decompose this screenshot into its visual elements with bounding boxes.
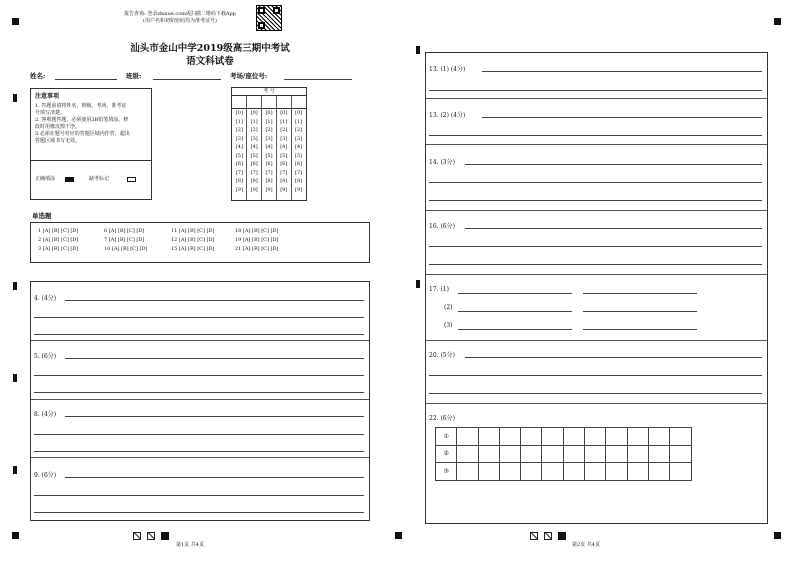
answer-line[interactable] — [583, 311, 697, 312]
answer-line[interactable] — [65, 300, 364, 301]
answer-line[interactable] — [34, 512, 364, 513]
exam-digit-bubble[interactable]: [9] — [250, 186, 258, 193]
answer-line[interactable] — [465, 164, 762, 165]
exam-digit-bubble[interactable]: [6] — [295, 161, 303, 168]
corner-mark — [12, 18, 19, 25]
exam-digit-bubble[interactable]: [8] — [295, 178, 303, 185]
footer-mark — [530, 532, 538, 540]
grid-cell[interactable] — [627, 463, 648, 481]
question-label: 14. (3分) — [429, 159, 455, 166]
grid-row-label: ③ — [436, 463, 457, 481]
exam-digit-row — [232, 143, 306, 152]
answer-line[interactable] — [429, 375, 762, 376]
mcq-item[interactable]: 21 [A] [B] [C] [D] — [235, 246, 279, 252]
grid-cell[interactable] — [627, 445, 648, 463]
answer-line[interactable] — [583, 293, 697, 294]
exam-digit-bubble[interactable]: [4] — [250, 144, 258, 151]
exam-digit-bubble[interactable]: [1] — [250, 118, 258, 125]
grid-cell[interactable] — [478, 428, 499, 446]
exam-digit-row — [232, 152, 306, 161]
grid-cell[interactable] — [542, 428, 563, 446]
grid-cell[interactable] — [499, 463, 520, 481]
question-label: 22. (6分) — [429, 415, 455, 422]
grid-row — [436, 445, 692, 463]
exam-digit-bubble[interactable]: [4] — [265, 144, 273, 151]
grid-cell[interactable] — [499, 428, 520, 446]
grid-cell[interactable] — [478, 445, 499, 463]
question-label: 13. (1) (4分) — [429, 66, 466, 73]
exam-digit-bubble[interactable]: [8] — [235, 178, 243, 185]
exam-digit-bubble[interactable]: [3] — [295, 135, 303, 142]
grid-row — [436, 428, 692, 446]
answer-line[interactable] — [482, 71, 762, 72]
exam-digit-bubble[interactable]: [1] — [265, 118, 273, 125]
mcq-item[interactable]: 10 [A] [B] [C] [D] — [104, 246, 148, 252]
grid-cell[interactable] — [670, 463, 691, 481]
grid-cell[interactable] — [606, 463, 627, 481]
mcq-title: 单选题 — [32, 212, 52, 220]
answer-line[interactable] — [583, 329, 697, 330]
side-mark — [13, 374, 17, 382]
exam-digit-bubble[interactable]: [8] — [250, 178, 258, 185]
footer-mark — [147, 532, 155, 540]
exam-digit-bubble[interactable]: [0] — [280, 110, 288, 117]
grid-cell[interactable] — [521, 428, 542, 446]
writing-grid — [435, 427, 692, 481]
exam-digit-bubble[interactable]: [3] — [265, 135, 273, 142]
exam-digit-row — [232, 126, 306, 135]
grid-cell[interactable] — [563, 463, 584, 481]
correct-fill-label: 正确填涂 — [35, 176, 56, 182]
qr-code[interactable] — [256, 5, 282, 31]
exam-digit-row — [232, 135, 306, 144]
answer-line[interactable] — [458, 293, 572, 294]
exam-digit-bubble[interactable]: [7] — [235, 169, 243, 176]
answer-line[interactable] — [429, 264, 762, 265]
exam-digit-bubble[interactable]: [9] — [280, 186, 288, 193]
grid-cell[interactable] — [585, 428, 606, 446]
grid-cell[interactable] — [627, 428, 648, 446]
answer-line[interactable] — [429, 135, 762, 136]
seat-label: 考场/座位号: — [230, 72, 268, 80]
grid-cell[interactable] — [457, 428, 478, 446]
mcq-item[interactable]: 1 [A] [B] [C] [D] — [38, 228, 79, 234]
question-label: 4. (4分) — [34, 295, 57, 302]
question-label: (3) — [444, 322, 453, 329]
answer-line[interactable] — [34, 317, 364, 318]
answer-line[interactable] — [34, 434, 364, 435]
missing-mark-box[interactable] — [127, 177, 136, 182]
question-label: 17. (1) — [429, 286, 449, 293]
grid-row — [436, 463, 692, 481]
exam-digit-bubble[interactable]: [6] — [235, 161, 243, 168]
mcq-item[interactable]: 11 [A] [B] [C] [D] — [171, 228, 215, 234]
exam-digit-row — [232, 109, 306, 118]
grid-cell[interactable] — [457, 463, 478, 481]
notice-box — [30, 88, 152, 200]
question-label: 5. (6分) — [34, 353, 57, 360]
name-field[interactable] — [55, 79, 117, 80]
exam-digit-bubble[interactable]: [3] — [250, 135, 258, 142]
corner-mark — [774, 18, 781, 25]
answer-line[interactable] — [458, 329, 572, 330]
question-label: 8. (4分) — [34, 411, 57, 418]
exam-digit-bubble[interactable]: [5] — [250, 152, 258, 159]
grid-cell[interactable] — [542, 463, 563, 481]
mcq-item[interactable]: 7 [A] [B] [C] [D] — [104, 237, 145, 243]
class-label: 班级: — [126, 72, 142, 80]
question-label: 20. (5分) — [429, 352, 455, 359]
grid-cell[interactable] — [648, 445, 669, 463]
mcq-item[interactable]: 15 [A] [B] [C] [D] — [171, 246, 215, 252]
answer-line[interactable] — [429, 182, 762, 183]
mcq-item[interactable]: 6 [A] [B] [C] [D] — [104, 228, 145, 234]
side-mark — [13, 466, 17, 474]
corner-mark — [774, 532, 781, 539]
mcq-item[interactable]: 2 [A] [B] [C] [D] — [38, 237, 79, 243]
exam-digit-bubble[interactable]: [5] — [265, 152, 273, 159]
exam-digit-bubble[interactable]: [0] — [250, 110, 258, 117]
exam-number-header: 考 号 — [232, 88, 306, 96]
exam-digit-table — [232, 109, 306, 194]
grid-cell[interactable] — [585, 445, 606, 463]
corner-mark — [12, 532, 19, 539]
grid-row-label: ② — [436, 445, 457, 463]
grid-cell[interactable] — [648, 428, 669, 446]
correct-fill-sample — [65, 177, 74, 182]
page-number-2: 第2页 共4页 — [572, 542, 600, 548]
exam-digit-row — [232, 118, 306, 127]
answer-line[interactable] — [429, 393, 762, 394]
exam-digit-bubble[interactable]: [9] — [235, 186, 243, 193]
grid-cell[interactable] — [606, 428, 627, 446]
seat-field[interactable] — [284, 79, 352, 80]
name-label: 姓名: — [30, 72, 46, 80]
exam-digit-bubble[interactable]: [0] — [235, 110, 243, 117]
mcq-item[interactable]: 3 [A] [B] [C] [D] — [38, 246, 79, 252]
side-mark — [13, 94, 17, 102]
mcq-item[interactable]: 12 [A] [B] [C] [D] — [171, 237, 215, 243]
page-subtitle: 语文科试卷 — [186, 56, 234, 67]
grid-cell[interactable] — [670, 445, 691, 463]
answer-line[interactable] — [429, 90, 762, 91]
answer-line[interactable] — [482, 117, 762, 118]
notice-list: 1. 答题前请将姓名、班级、考场、准考证 号填写清楚。 2. 客观题答题，必须使用2B铅笔填涂，修 改时用橡皮擦干净。 3.必须在题号对应的答题区域内作答，超出 答题区域书写无效。 — [35, 103, 130, 144]
corner-mark — [395, 532, 402, 539]
answer-line[interactable] — [34, 495, 364, 496]
grid-cell[interactable] — [521, 445, 542, 463]
side-mark — [416, 280, 420, 288]
exam-digit-bubble[interactable]: [9] — [295, 186, 303, 193]
exam-digit-row — [232, 186, 306, 195]
exam-digit-bubble[interactable]: [7] — [295, 169, 303, 176]
exam-digit-bubble[interactable]: [1] — [295, 118, 303, 125]
answer-line[interactable] — [465, 228, 762, 229]
footer-mark — [161, 532, 169, 540]
exam-digit-bubble[interactable]: [5] — [280, 152, 288, 159]
answer-line[interactable] — [429, 200, 762, 201]
left-answer-area — [30, 281, 370, 521]
mcq-box — [30, 222, 370, 263]
exam-digit-bubble[interactable]: [4] — [235, 144, 243, 151]
exam-number-grid — [231, 87, 307, 201]
side-mark — [13, 282, 17, 290]
answer-line[interactable] — [34, 375, 364, 376]
exam-digit-bubble[interactable]: [1] — [280, 118, 288, 125]
exam-digit-bubble[interactable]: [1] — [235, 118, 243, 125]
exam-digit-bubble[interactable]: [7] — [250, 169, 258, 176]
mcq-item[interactable]: 19 [A] [B] [C] [D] — [235, 237, 279, 243]
answer-line[interactable] — [458, 311, 572, 312]
question-label: (2) — [444, 304, 453, 311]
class-field[interactable] — [153, 79, 221, 80]
grid-cell[interactable] — [585, 463, 606, 481]
exam-digit-bubble[interactable]: [0] — [295, 110, 303, 117]
exam-digit-bubble[interactable]: [6] — [280, 161, 288, 168]
exam-digit-bubble[interactable]: [8] — [265, 178, 273, 185]
grid-cell[interactable] — [457, 445, 478, 463]
exam-digit-bubble[interactable]: [2] — [235, 127, 243, 134]
grid-cell[interactable] — [521, 463, 542, 481]
exam-digit-bubble[interactable]: [5] — [235, 152, 243, 159]
exam-digit-bubble[interactable]: [2] — [265, 127, 273, 134]
grid-cell[interactable] — [563, 428, 584, 446]
answer-line[interactable] — [65, 358, 364, 359]
exam-digit-bubble[interactable]: [2] — [250, 127, 258, 134]
exam-digit-bubble[interactable]: [3] — [280, 135, 288, 142]
right-answer-area — [425, 52, 768, 524]
grid-cell[interactable] — [478, 463, 499, 481]
exam-digit-bubble[interactable]: [6] — [265, 161, 273, 168]
grid-cell[interactable] — [606, 445, 627, 463]
grid-cell[interactable] — [542, 445, 563, 463]
exam-digit-bubble[interactable]: [2] — [295, 127, 303, 134]
question-label: 9. (6分) — [34, 472, 57, 479]
answer-line[interactable] — [34, 451, 364, 452]
exam-digit-bubble[interactable]: [4] — [280, 144, 288, 151]
page-title: 汕头市金山中学2019级高三期中考试 — [130, 43, 290, 54]
page-number-1: 第1页 共4页 — [176, 542, 204, 548]
exam-digit-bubble[interactable]: [8] — [280, 178, 288, 185]
footer-mark — [558, 532, 566, 540]
exam-digit-bubble[interactable]: [4] — [295, 144, 303, 151]
exam-digit-bubble[interactable]: [7] — [280, 169, 288, 176]
answer-line[interactable] — [65, 477, 364, 478]
answer-line[interactable] — [429, 246, 762, 247]
side-mark — [416, 46, 420, 54]
question-label: 13. (2) (4分) — [429, 112, 466, 119]
exam-digit-bubble[interactable]: [7] — [265, 169, 273, 176]
grid-cell[interactable] — [648, 463, 669, 481]
grid-cell[interactable] — [563, 445, 584, 463]
exam-digit-row — [232, 169, 306, 178]
exam-digit-bubble[interactable]: [0] — [265, 110, 273, 117]
exam-digit-bubble[interactable]: [6] — [250, 161, 258, 168]
exam-digit-row — [232, 160, 306, 169]
report-note: 报告查询: 登录zhixue.com或扫描二维码下载App (用户名和初始密码均为准考证号) — [124, 11, 236, 24]
question-label: 16. (6分) — [429, 223, 455, 230]
missing-mark-label: 缺考标记 — [89, 176, 110, 182]
footer-mark — [133, 532, 141, 540]
exam-digit-row — [232, 177, 306, 186]
grid-cell[interactable] — [499, 445, 520, 463]
answer-line[interactable] — [34, 334, 364, 335]
notice-title: 注意事项 — [35, 93, 60, 100]
grid-row-label: ① — [436, 428, 457, 446]
answer-line[interactable] — [34, 392, 364, 393]
mcq-item[interactable]: 18 [A] [B] [C] [D] — [235, 228, 279, 234]
exam-digit-bubble[interactable]: [3] — [235, 135, 243, 142]
exam-digit-bubble[interactable]: [5] — [295, 152, 303, 159]
answer-line[interactable] — [465, 357, 762, 358]
footer-mark — [544, 532, 552, 540]
answer-line[interactable] — [65, 416, 364, 417]
exam-digit-bubble[interactable]: [2] — [280, 127, 288, 134]
grid-cell[interactable] — [670, 428, 691, 446]
exam-digit-bubble[interactable]: [9] — [265, 186, 273, 193]
